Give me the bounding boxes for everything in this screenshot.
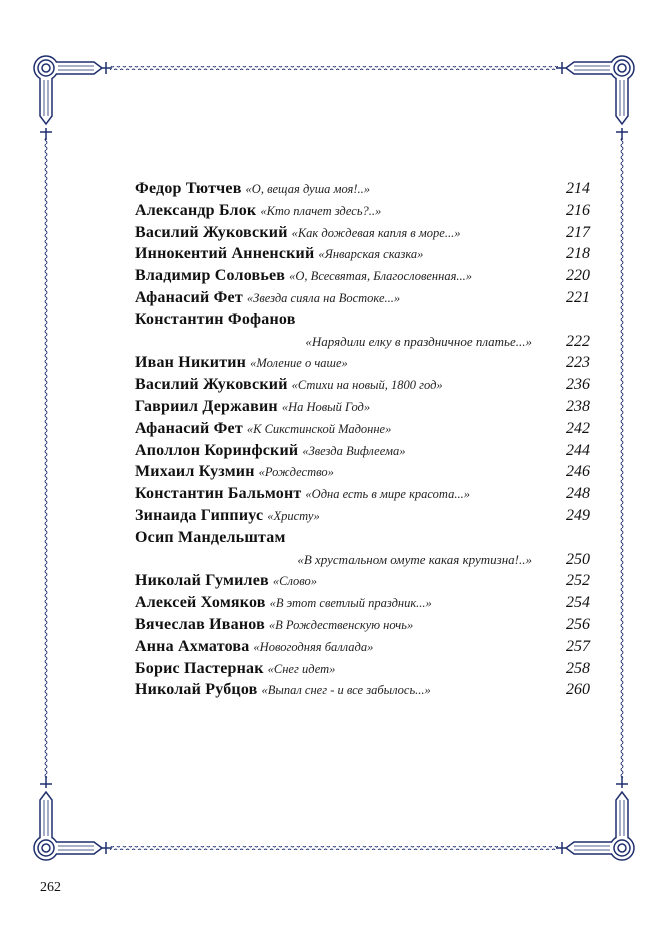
toc-author: Осип Мандельштам — [135, 528, 286, 546]
toc-page-number: 249 — [566, 506, 590, 524]
toc-poem-title: «Звезда Вифлеема» — [302, 443, 406, 458]
toc-entry — [135, 396, 590, 418]
toc-poem-title: «Выпал снег - и все забылось...» — [261, 683, 431, 698]
toc-page-number: 238 — [566, 397, 590, 415]
toc-entry — [135, 287, 590, 309]
toc-author: Вячеслав Иванов — [135, 615, 265, 633]
toc-poem-title: «Как дождевая капля в море...» — [291, 225, 461, 240]
toc-page-number: 221 — [566, 288, 590, 306]
toc-page-number: 222 — [566, 332, 590, 350]
toc-poem-title: «Христу» — [267, 508, 320, 523]
toc-entry — [135, 549, 590, 571]
toc-entry — [135, 352, 590, 374]
toc-entry — [135, 527, 590, 549]
toc-page-number: 223 — [566, 354, 590, 372]
toc-page-number: 242 — [566, 419, 590, 437]
toc-page-number: 244 — [566, 441, 590, 459]
toc-entry — [135, 592, 590, 614]
toc-poem-title: «Рождество» — [258, 465, 334, 480]
toc-entry — [135, 418, 590, 440]
toc-author: Михаил Кузмин — [135, 463, 255, 481]
toc-page-number: 236 — [566, 376, 590, 394]
toc-poem-title: «Стихи на новый, 1800 год» — [291, 378, 443, 393]
page-number: 262 — [40, 880, 61, 895]
toc-poem-title: «К Сикстинской Мадонне» — [246, 421, 392, 436]
toc-page-number: 260 — [566, 681, 590, 699]
toc-page-number: 214 — [566, 180, 590, 197]
toc-poem-title: «Звезда сияла на Востоке...» — [246, 290, 401, 305]
toc-author: Константин Фофанов — [135, 310, 296, 328]
toc-page-number: 250 — [566, 550, 590, 568]
toc-page-number: 257 — [566, 637, 590, 655]
corner-ornament-top-right — [556, 56, 634, 140]
toc-page-number: 258 — [566, 659, 590, 677]
toc-author: Иван Никитин — [135, 354, 247, 372]
toc-entry — [135, 505, 590, 527]
toc-entry — [135, 178, 590, 200]
toc-page-number: 218 — [566, 245, 590, 263]
toc-poem-title: «На Новый Год» — [281, 399, 371, 414]
toc-entry — [135, 658, 590, 680]
corner-ornament-bottom-left — [34, 776, 112, 860]
toc-author: Василий Жуковский — [135, 376, 288, 394]
table-of-contents — [135, 178, 590, 701]
toc-author: Константин Бальмонт — [135, 485, 302, 503]
toc-entry — [135, 636, 590, 658]
toc-poem-title: «Слово» — [272, 574, 318, 589]
toc-entry — [135, 243, 590, 265]
toc-entry — [135, 614, 590, 636]
toc-page-number: 220 — [566, 267, 590, 285]
toc-author: Александр Блок — [135, 201, 257, 219]
toc-entry — [135, 265, 590, 287]
toc-entry — [135, 200, 590, 222]
toc-author: Афанасий Фет — [135, 419, 243, 437]
toc-author: Николай Гумилев — [135, 572, 269, 590]
toc-author: Аполлон Коринфский — [135, 441, 299, 459]
toc-poem-title: «В этот светлый праздник...» — [269, 596, 432, 611]
toc-author: Василий Жуковский — [135, 223, 288, 241]
toc-poem-title: «О, Всесвятая, Благословенная...» — [289, 269, 473, 284]
toc-page-number: 256 — [566, 615, 590, 633]
toc-entry — [135, 570, 590, 592]
toc-poem-title: «О, вещая душа моя!..» — [245, 182, 371, 196]
toc-poem-title: «Одна есть в мире красота...» — [305, 487, 470, 502]
toc-entry — [135, 331, 590, 353]
toc-poem-title: «Нарядили елку в праздничное платье...» — [305, 333, 532, 349]
toc-poem-title: «Новогодняя баллада» — [253, 639, 374, 654]
toc-author: Анна Ахматова — [135, 637, 250, 655]
toc-poem-title: «В Рождественскую ночь» — [268, 617, 414, 632]
toc-entry — [135, 483, 590, 505]
toc-author: Гавриил Державин — [135, 397, 278, 415]
corner-ornament-bottom-right — [556, 776, 634, 860]
toc-entry — [135, 222, 590, 244]
toc-page-number: 246 — [566, 463, 590, 481]
toc-poem-title: «Моление о чаше» — [250, 356, 348, 371]
toc-poem-title: «Январская сказка» — [318, 247, 424, 262]
toc-poem-title: «В хрустальном омуте какая крутизна!..» — [297, 551, 532, 567]
toc-page-number: 217 — [566, 223, 590, 241]
toc-page-number: 248 — [566, 485, 590, 503]
toc-entry — [135, 440, 590, 462]
toc-entry — [135, 374, 590, 396]
toc-page-number: 254 — [566, 594, 590, 612]
toc-entry — [135, 679, 590, 701]
toc-author: Иннокентий Анненский — [135, 245, 315, 263]
toc-page-number: 216 — [566, 201, 590, 219]
toc-author: Афанасий Фет — [135, 288, 243, 306]
toc-author: Федор Тютчев — [135, 180, 242, 197]
corner-ornament-top-left — [34, 56, 112, 140]
toc-entry — [135, 309, 590, 331]
toc-poem-title: «Кто плачет здесь?..» — [260, 203, 382, 218]
toc-author: Алексей Хомяков — [135, 594, 266, 612]
toc-author: Николай Рубцов — [135, 681, 258, 699]
toc-author: Зинаида Гиппиус — [135, 506, 264, 524]
toc-page-number: 252 — [566, 572, 590, 590]
toc-poem-title: «Снег идет» — [267, 661, 336, 676]
toc-author: Владимир Соловьев — [135, 267, 286, 285]
toc-author: Борис Пастернак — [135, 659, 264, 677]
toc-entry — [135, 461, 590, 483]
